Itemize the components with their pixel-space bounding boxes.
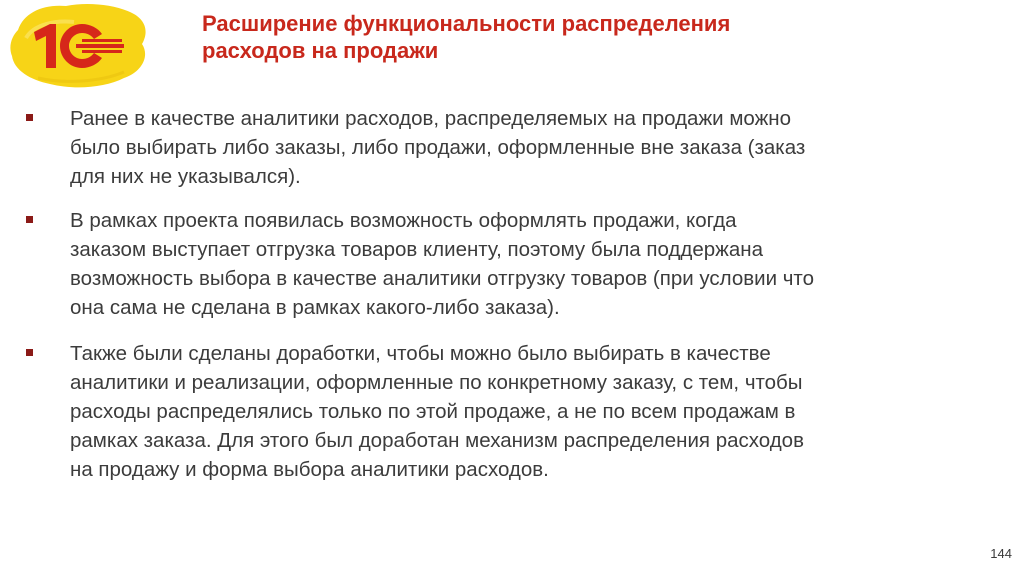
bullet-line: заказом выступает отгрузка товаров клиенту, поэтому была поддержана [70, 238, 763, 261]
bullet-line: Также были сделаны доработки, чтобы можно было выбирать в качестве [70, 342, 771, 365]
bullet-square-icon [26, 349, 33, 356]
slide-title-line-2: расходов на продажи [202, 38, 439, 63]
bullet-line: на продажу и форма выбора аналитики расходов. [70, 458, 549, 481]
1c-logo [4, 0, 154, 92]
bullet-square-icon [26, 114, 33, 121]
bullet-square-icon [26, 216, 33, 223]
bullet-item [22, 206, 1002, 322]
slide-title [202, 10, 1002, 64]
bullet-line: рамках заказа. Для этого был доработан механизм распределения расходов [70, 429, 804, 452]
bullet-line: В рамках проекта появилась возможность оформлять продажи, когда [70, 209, 737, 232]
bullet-line: было выбирать либо заказы, либо продажи, оформленные вне заказа (заказ [70, 136, 806, 159]
bullet-item [22, 339, 1002, 484]
bullet-line: Ранее в качестве аналитики расходов, распределяемых на продажи можно [70, 107, 792, 130]
bullet-line: расходы распределялись только по этой продаже, а не по всем продажам в [70, 400, 796, 423]
slide-title-line-1: Расширение функциональности распределения [202, 11, 731, 36]
bullet-list [22, 104, 1002, 484]
bullet-line: для них не указывался). [70, 165, 301, 188]
bullet-line: аналитики и реализации, оформленные по конкретному заказу, с тем, чтобы [70, 371, 803, 394]
page-number: 144 [990, 546, 1012, 561]
bullet-line: она сама не сделана в рамках какого-либо заказа). [70, 296, 560, 319]
bullet-item [22, 104, 1002, 191]
bullet-line: возможность выбора в качестве аналитики отгрузку товаров (при условии что [70, 267, 814, 290]
